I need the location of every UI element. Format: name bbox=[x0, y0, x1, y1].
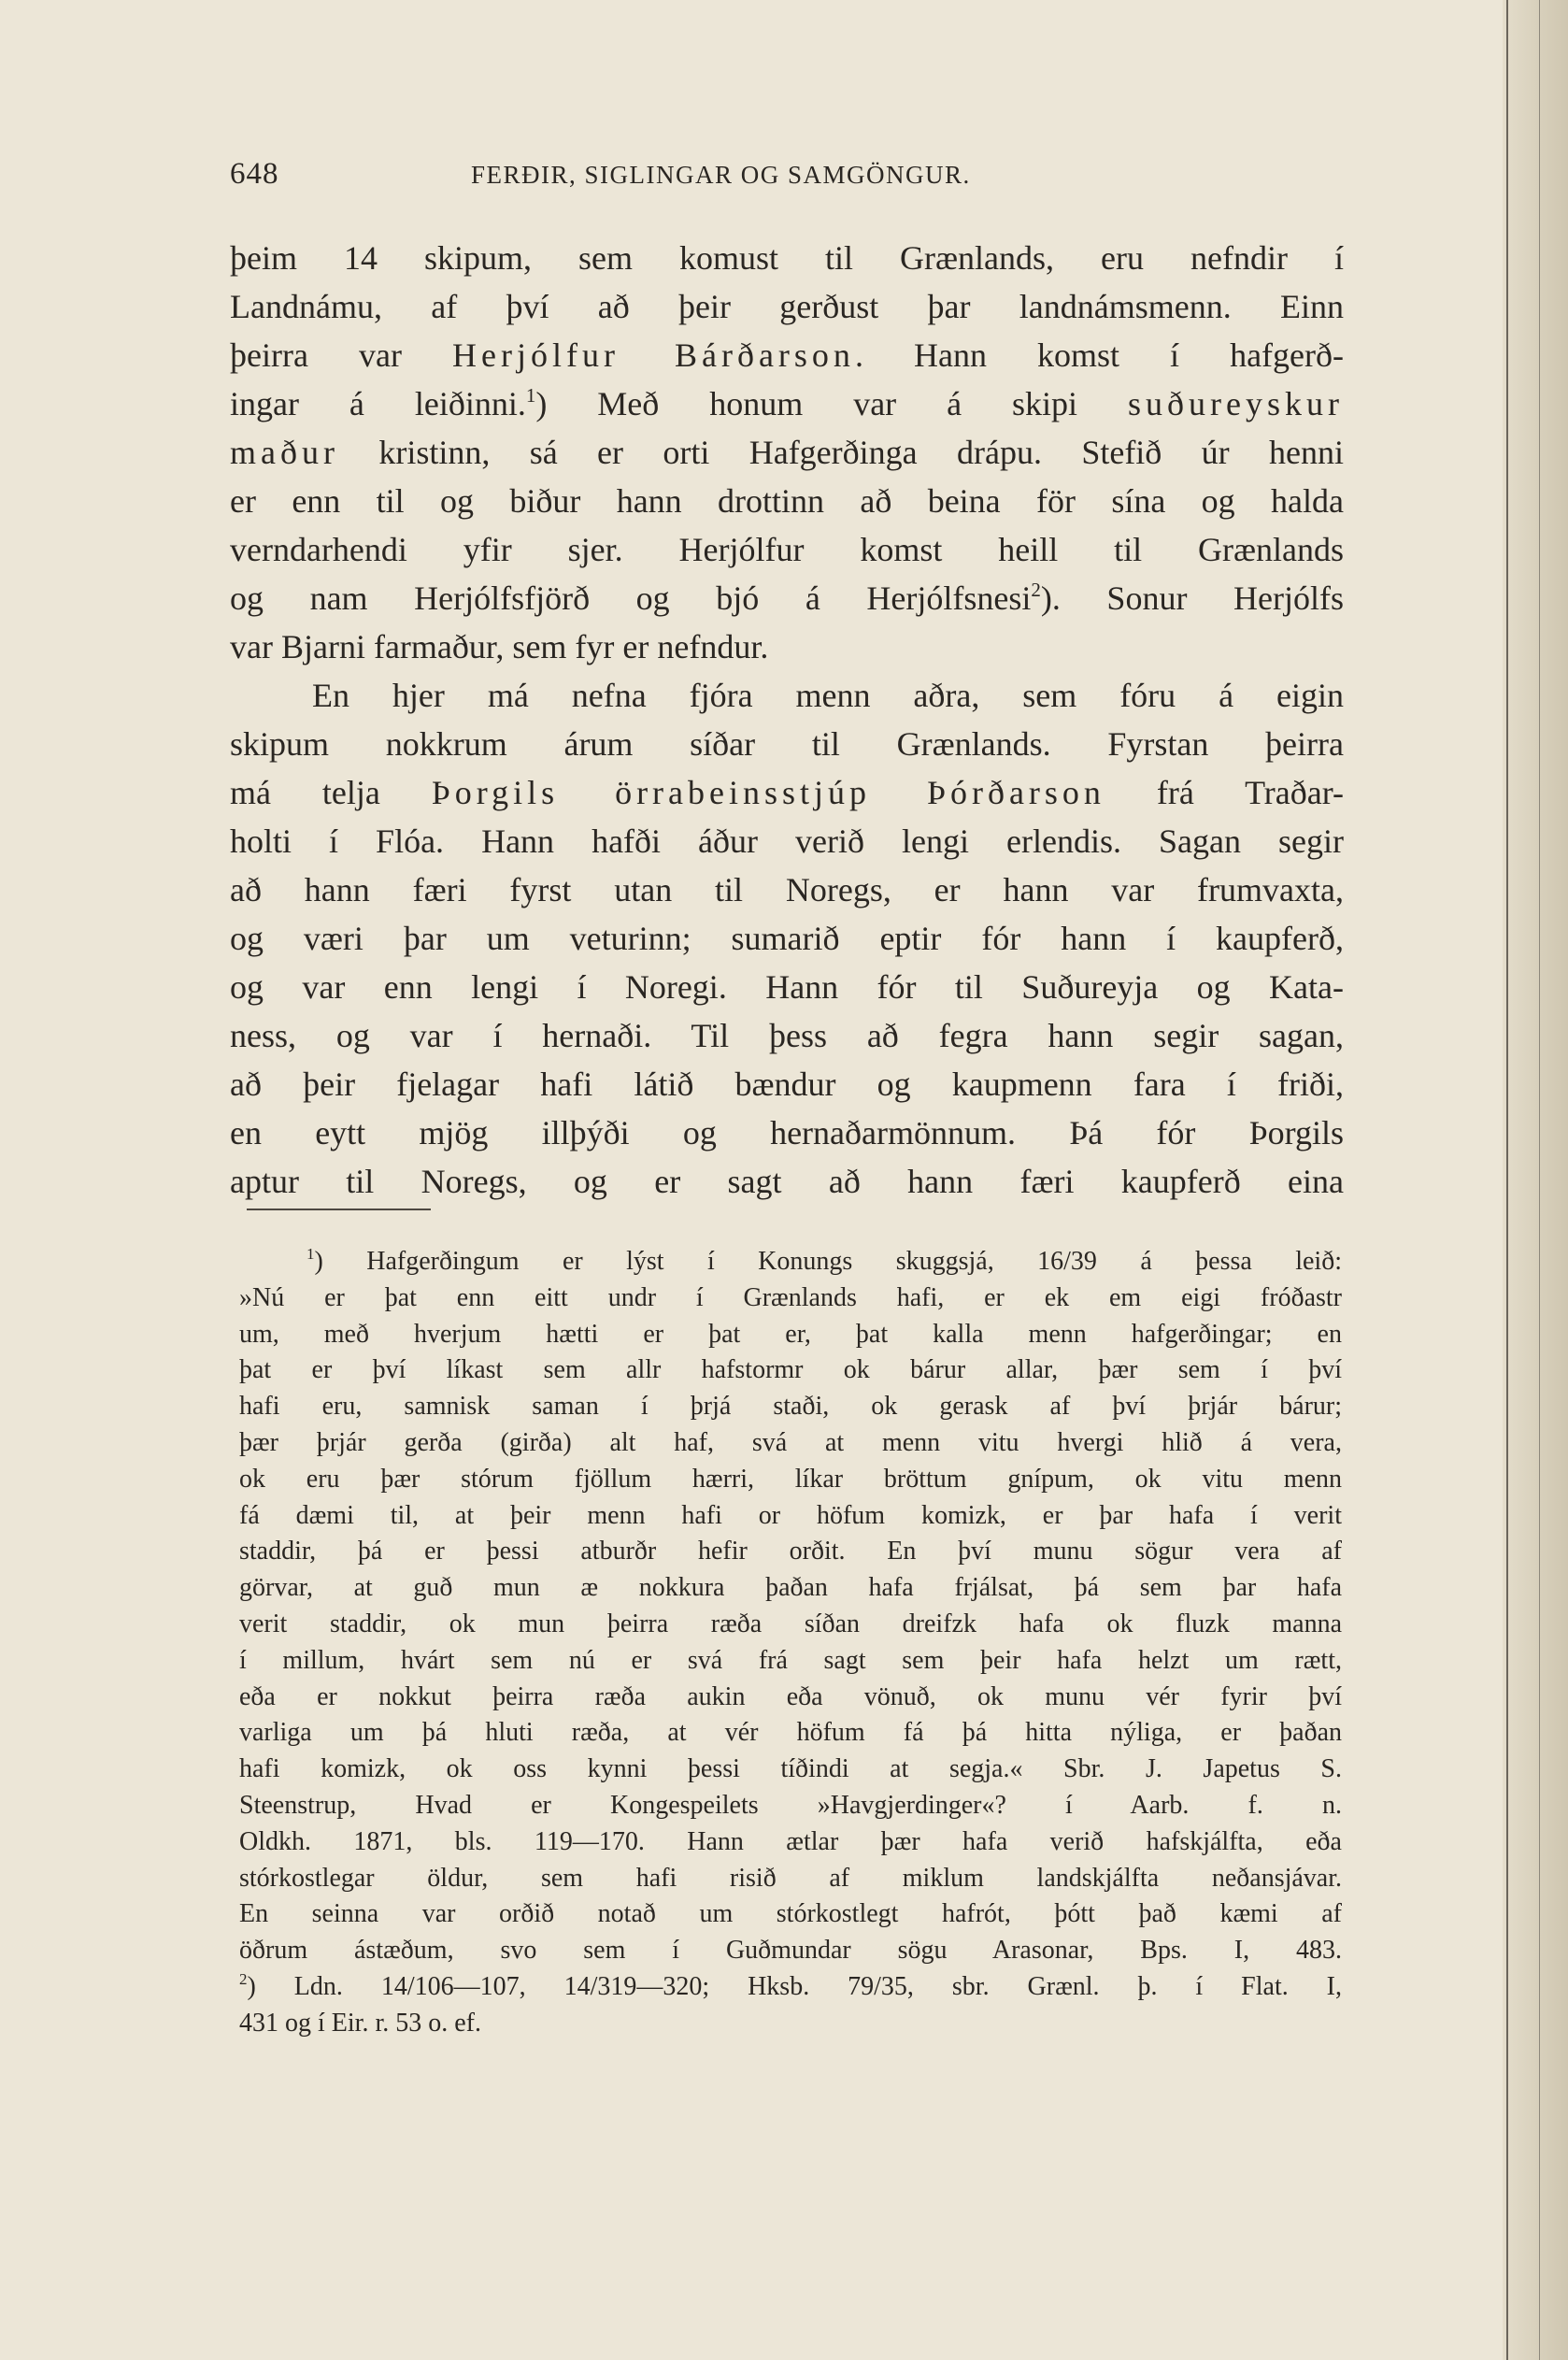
footnote-line: þat er því líkast sem allr hafstormr ok bárur allar, þær sem í því bbox=[239, 1355, 1342, 1385]
text-line: Landnámu, af því að þeir gerðust þar landnámsmenn. Einn bbox=[230, 288, 1344, 325]
page-edge bbox=[1503, 0, 1568, 2360]
footnote-line: verit staddir, ok mun þeirra ræða síðan dreifzk hafa ok fluzk manna bbox=[239, 1609, 1342, 1638]
emphasis-word: suðureyskur bbox=[1128, 385, 1344, 422]
footnote-line: varliga um þá hluti ræða, at vér höfum fá þá hitta nýliga, er þaðan bbox=[239, 1718, 1342, 1748]
text-line: og væri þar um veturinn; sumarið eptir fór hann í kaupferð, bbox=[230, 920, 1344, 957]
text-line: þeirra var Herjólfur Bárðarson. Hann komst í hafgerð- bbox=[230, 336, 1345, 374]
footnote-ref: 1 bbox=[525, 384, 536, 407]
footnote-line: 431 og í Eir. r. 53 o. ef. bbox=[239, 2008, 481, 2038]
footnote-marker: 1 bbox=[306, 1245, 315, 1263]
footnote-ref: 2 bbox=[1031, 579, 1041, 601]
footnote-line: í millum, hvárt sem nú er svá frá sagt sem þeir hafa helzt um rætt, bbox=[239, 1645, 1342, 1675]
text-line: aptur til Noregs, og er sagt að hann færi kaupferð eina bbox=[230, 1163, 1344, 1200]
binding-line-inner bbox=[1539, 0, 1540, 2360]
main-text bbox=[230, 234, 1344, 1206]
footnote-line: öðrum ástæðum, svo sem í Guðmundar sögu Arasonar, Bps. I, 483. bbox=[239, 1936, 1342, 1966]
binding-line bbox=[1506, 0, 1508, 2360]
text-line: en eytt mjög illþýði og hernaðarmönnum. Þá fór Þorgils bbox=[230, 1114, 1344, 1151]
footnote-line: hafi eru, samnisk saman í þrjá staði, ok gerask af því þrjár bárur; bbox=[239, 1392, 1342, 1422]
text-line: verndarhendi yfir sjer. Herjólfur komst heill til Grænlands bbox=[230, 531, 1344, 568]
text-line: var Bjarni farmaður, sem fyr er nefndur. bbox=[230, 628, 769, 665]
footnote-line: »Nú er þat enn eitt undr í Grænlands hafi, er ek em eigi fróðastr bbox=[239, 1282, 1342, 1312]
running-head bbox=[230, 157, 1164, 198]
footnote-line: görvar, at guð mun æ nokkura þaðan hafa frjálsat, þá sem þar hafa bbox=[239, 1573, 1342, 1603]
text-line: ingar á leiðinni.$^1$) Með honum var á skipi suðureyskur bbox=[230, 384, 1344, 422]
text-line: er enn til og biður hann drottinn að beina för sína og halda bbox=[230, 482, 1344, 520]
footnote-line: Steenstrup, Hvad er Kongespeilets »Havgjerdinger«? í Aarb. f. n. bbox=[239, 1790, 1342, 1820]
footnote-line: hafi komizk, ok oss kynni þessi tíðindi at segja.« Sbr. J. Japetus S. bbox=[239, 1754, 1342, 1784]
text-line: að þeir fjelagar hafi látið bændur og kaupmenn fara í friði, bbox=[230, 1066, 1344, 1103]
text-line: og nam Herjólfsfjörð og bjó á Herjólfsnesi$^2$). Sonur Herjólfs bbox=[230, 579, 1344, 617]
footnote-line: staddir, þá er þessi atburðr hefir orðit. En því munu sögur vera af bbox=[239, 1537, 1342, 1566]
person-name: Herjólfur Bárðarson bbox=[451, 336, 855, 374]
footnote-line: fá dæmi til, at þeir menn hafi or höfum komizk, er þar hafa í verit bbox=[239, 1500, 1342, 1530]
text-line: skipum nokkrum árum síðar til Grænlands. Fyrstan þeirra bbox=[230, 725, 1344, 763]
footnote-marker: 2 bbox=[239, 1969, 248, 1988]
footnote-line: En seinna var orðið notað um stórkostlegt hafrót, þótt það kæmi af bbox=[239, 1899, 1342, 1929]
footnote-divider bbox=[247, 1209, 431, 1210]
running-title: FERÐIR, SIGLINGAR OG SAMGÖNGUR. bbox=[471, 161, 971, 189]
footnote-line: $^1$) Hafgerðingum er lýst í Konungs skuggsjá, 16/39 á þessa leið: bbox=[306, 1245, 1342, 1276]
text-line: og var enn lengi í Noregi. Hann fór til Suðureyja og Kata- bbox=[230, 968, 1344, 1006]
text-line: En hjer má nefna fjóra menn aðra, sem fóru á eigin bbox=[312, 677, 1344, 714]
footnote-line: Oldkh. 1871, bls. 119—170. Hann ætlar þær hafa verið hafskjálfta, eða bbox=[239, 1826, 1342, 1856]
footnote-line: stórkostlegar öldur, sem hafi risið af miklum landskjálfta neðansjávar. bbox=[239, 1863, 1342, 1893]
footnote-line: $^2$) Ldn. 14/106—107, 14/319—320; Hksb. 79/35, sbr. Grænl. þ. í Flat. I, bbox=[239, 1969, 1342, 2001]
page-number: 648 bbox=[230, 157, 279, 191]
footnote-line: þær þrjár gerða (girða) alt haf, svá at menn vitu hvergi hlið á vera, bbox=[239, 1427, 1342, 1457]
text-line: má telja Þorgils örrabeinsstjúp Þórðarson frá Traðar- bbox=[230, 774, 1344, 811]
emphasis-word: maður bbox=[230, 434, 339, 471]
footnote-line: um, með hverjum hætti er þat er, þat kalla menn hafgerðingar; en bbox=[239, 1319, 1342, 1349]
footnote-line: ok eru þær stórum fjöllum hærri, líkar bröttum gnípum, ok vitu menn bbox=[239, 1464, 1342, 1494]
text-line: að hann færi fyrst utan til Noregs, er hann var frumvaxta, bbox=[230, 871, 1344, 908]
text-line: holti í Flóa. Hann hafði áður verið lengi erlendis. Sagan segir bbox=[230, 822, 1344, 860]
text-line: þeim 14 skipum, sem komust til Grænlands, eru nefndir í bbox=[230, 239, 1344, 277]
text-line: ness, og var í hernaði. Til þess að fegra hann segir sagan, bbox=[230, 1017, 1344, 1054]
footnotes bbox=[239, 1244, 1342, 2042]
footnote-line: eða er nokkut þeirra ræða aukin eða vönuð, ok munu vér fyrir því bbox=[239, 1681, 1342, 1711]
text-line: maður kristinn, sá er orti Hafgerðinga drápu. Stefið úr henni bbox=[230, 434, 1344, 471]
person-name: Þorgils örrabeinsstjúp Þórðarson bbox=[431, 774, 1105, 811]
